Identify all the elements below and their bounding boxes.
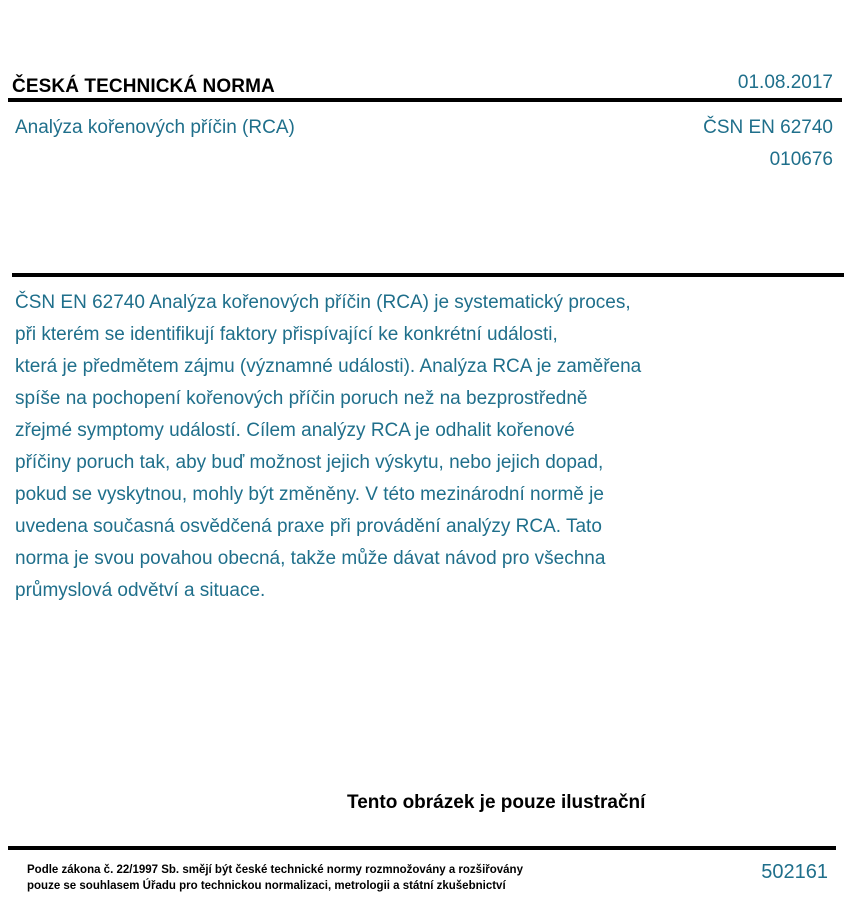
top-divider (8, 98, 842, 102)
document-number: 502161 (761, 861, 828, 883)
abstract-line: norma je svou povahou obecná, takže může dávat návod pro všechna (15, 548, 606, 569)
abstract-line: příčiny poruch tak, aby buď možnost jejich výskytu, nebo jejich dopad, (15, 452, 604, 473)
abstract-line: pokud se vyskytnou, mohly být změněny. V této mezinárodní normě je (15, 484, 604, 505)
document-type-heading: ČESKÁ TECHNICKÁ NORMA (12, 76, 275, 97)
standard-title: Analýza kořenových příčin (RCA) (15, 117, 295, 138)
illustration-note: Tento obrázek je pouze ilustrační (347, 792, 646, 813)
abstract-text (15, 287, 735, 607)
classification-number: 010676 (769, 149, 833, 170)
middle-divider (12, 273, 844, 277)
standard-code: ČSN EN 62740 (703, 117, 833, 138)
abstract-line: ČSN EN 62740 Analýza kořenových příčin (RCA) je systematický proces, (15, 292, 631, 313)
abstract-line: která je předmětem zájmu (významné události). Analýza RCA je zaměřena (15, 356, 642, 377)
abstract-line: zřejmé symptomy událostí. Cílem analýzy RCA je odhalit kořenové (15, 420, 575, 441)
abstract-line: při kterém se identifikují faktory přispívající ke konkrétní události, (15, 324, 558, 345)
abstract-line: uvedena současná osvědčená praxe při provádění analýzy RCA. Tato (15, 516, 602, 537)
publication-date: 01.08.2017 (737, 72, 833, 93)
abstract-line: průmyslová odvětví a situace. (15, 580, 266, 601)
legal-line: Podle zákona č. 22/1997 Sb. smějí být české technické normy rozmnožovány a rozšiřovány (27, 864, 523, 876)
legal-notice (27, 862, 523, 894)
legal-line: pouze se souhlasem Úřadu pro technickou normalizaci, metrologii a státní zkušebnictví (27, 880, 506, 892)
abstract-line: spíše na pochopení kořenových příčin poruch než na bezprostředně (15, 388, 588, 409)
bottom-divider (8, 846, 836, 850)
